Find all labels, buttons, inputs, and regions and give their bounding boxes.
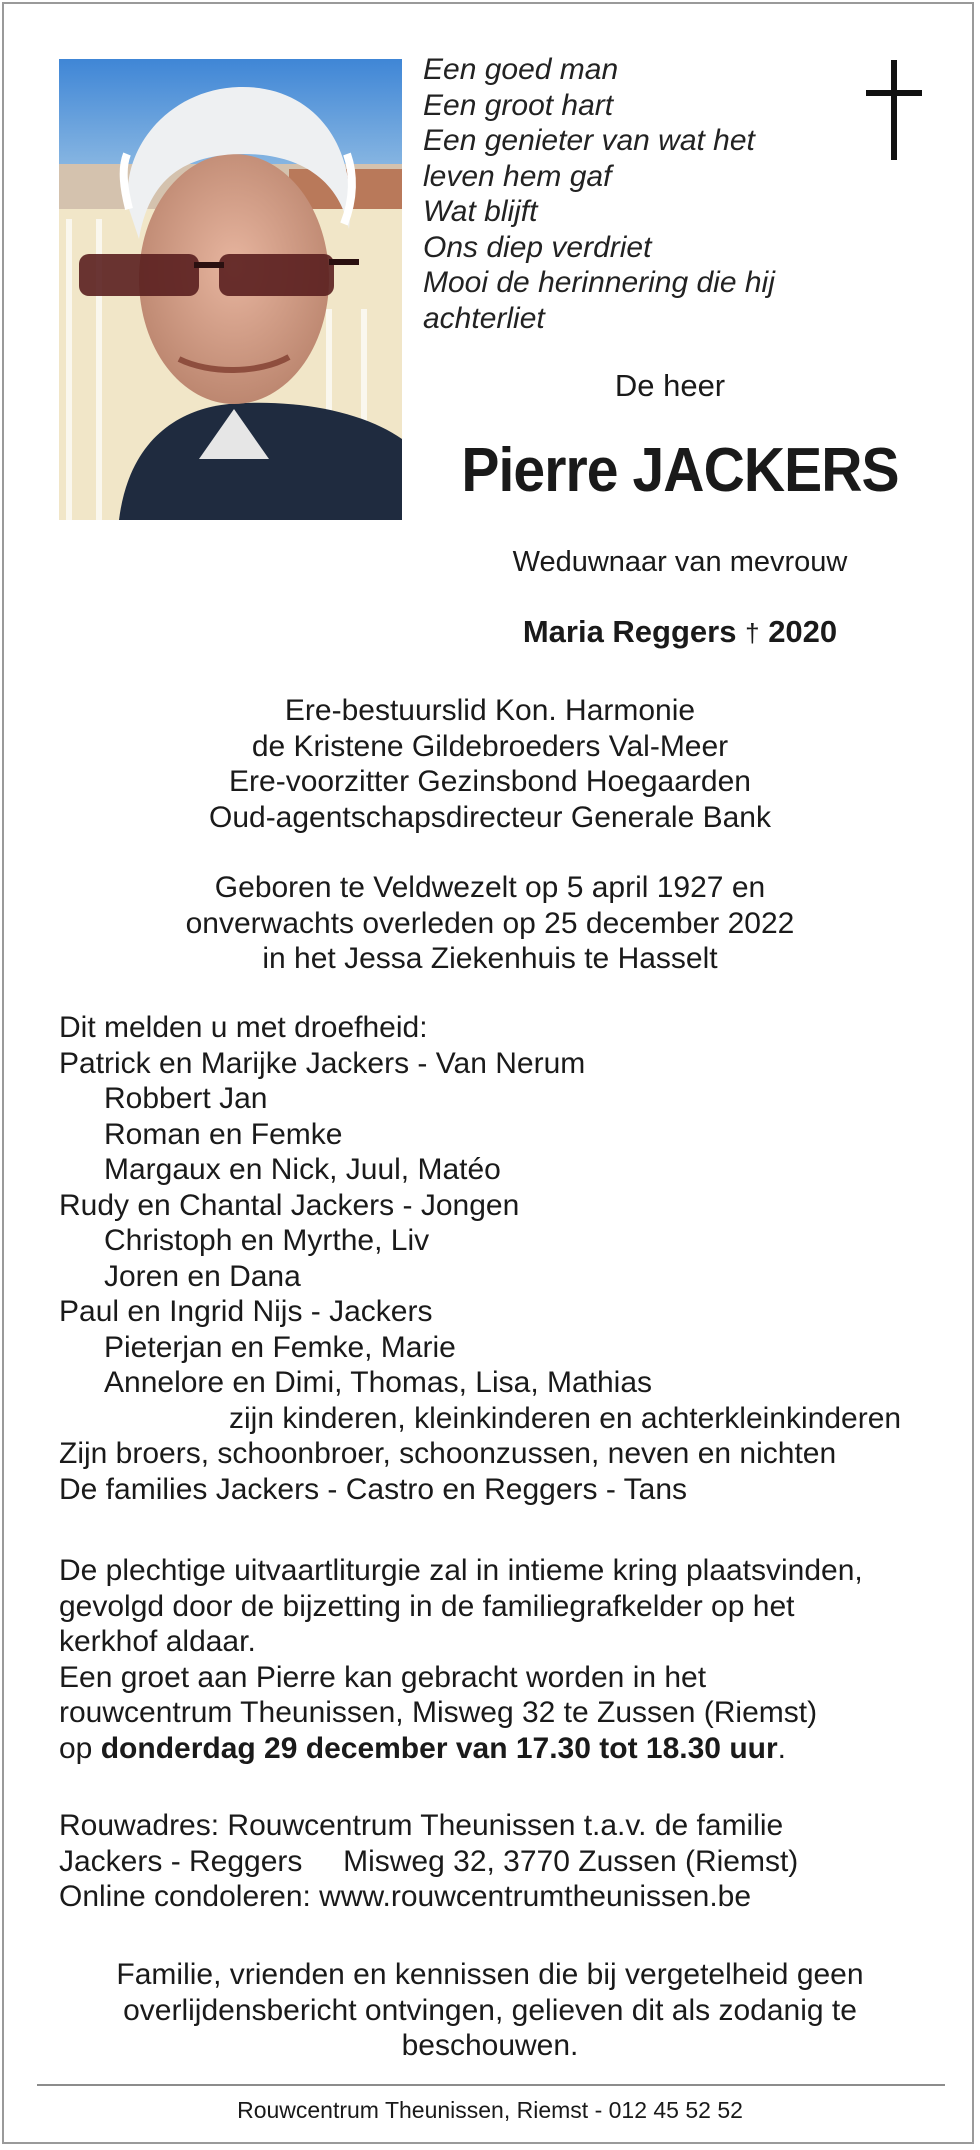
address-street: Misweg 32, 3770 Zussen (Riemst) (343, 1844, 799, 1878)
funeral-details (59, 1553, 863, 1766)
titles (0, 693, 980, 835)
funeral-line: kerkhof aldaar. (59, 1625, 256, 1658)
family-line: Margaux en Nick, Juul, Matéo (104, 1153, 501, 1186)
poem (423, 52, 775, 336)
family-line: De families Jackers - Castro en Reggers - Tans (59, 1472, 688, 1506)
poem-line: Een genieter van wat het (423, 124, 755, 157)
family-line: Roman en Femke (104, 1117, 343, 1151)
birth-death-line: in het Jessa Ziekenhuis te Hasselt (262, 942, 718, 975)
address-block (59, 1808, 798, 1915)
closing-line: beschouwen. (401, 2029, 579, 2062)
portrait-photo (59, 59, 402, 520)
family-line: Robbert Jan (104, 1082, 268, 1115)
widower-line: Weduwnaar van mevrouw (512, 546, 848, 578)
visitation-prefix: op (59, 1731, 93, 1765)
funeral-line: gevolgd door de bijzetting in de familiegrafkelder op het (59, 1589, 795, 1623)
family-line: Pieterjan en Femke, Marie (104, 1330, 456, 1364)
footer-text: Rouwcentrum Theunissen, Riemst - 012 45 52 52 (237, 2097, 743, 2123)
visitation-time: donderdag 29 december van 17.30 tot 18.30 uur (100, 1731, 778, 1765)
family-intro: Dit melden u met droefheid: (59, 1011, 428, 1044)
latin-cross-icon (866, 60, 922, 160)
title-line: de Kristene Gildebroeders Val-Meer (251, 729, 729, 763)
family-line: Patrick en Marijke Jackers - Van Nerum (59, 1046, 586, 1080)
closing-line: overlijdensbericht ontvingen, gelieven dit als zodanig te (123, 1993, 857, 2027)
poem-line: Mooi de herinnering die hij (423, 266, 775, 299)
address-line-1: Rouwadres: Rouwcentrum Theunissen t.a.v. de familie (59, 1809, 784, 1842)
poem-line: Een goed man (423, 53, 619, 86)
family-line: Paul en Ingrid Nijs - Jackers (59, 1295, 433, 1328)
deceased-name: Pierre JACKERS (461, 436, 899, 505)
condolence-line: Online condoleren: www.rouwcentrumtheunissen.be (59, 1880, 752, 1913)
poem-line: leven hem gaf (423, 159, 612, 193)
spouse-name: Maria Reggers (522, 614, 737, 649)
family-line: Rudy en Chantal Jackers - Jongen (59, 1188, 520, 1222)
family-line: Joren en Dana (104, 1259, 301, 1293)
title-line: Oud-agentschapsdirecteur Generale Bank (208, 800, 771, 834)
poem-line: Een groot hart (423, 88, 614, 122)
family-line: Zijn broers, schoonbroer, schoonzussen, neven en nichten (59, 1437, 837, 1470)
poem-line: Ons diep verdriet (423, 230, 652, 264)
spouse-cross: † (745, 618, 760, 648)
closing-note (0, 1957, 980, 2064)
visitation-suffix: . (777, 1731, 786, 1765)
birth-death-line: onverwachts overleden op 25 december 2022 (185, 906, 795, 940)
address-family: Jackers - Reggers (59, 1844, 303, 1878)
address-line-2 (59, 1844, 798, 1880)
funeral-line: De plechtige uitvaartliturgie zal in intieme kring plaatsvinden, (59, 1554, 863, 1587)
footer-divider (37, 2084, 945, 2086)
funeral-line: Een groet aan Pierre kan gebracht worden in het (59, 1660, 707, 1694)
family-line: zijn kinderen, kleinkinderen en achterkleinkinderen (229, 1401, 902, 1435)
closing-line: Familie, vrienden en kennissen die bij vergetelheid geen (116, 1958, 864, 1991)
poem-line: Wat blijft (423, 195, 538, 228)
spouse-line (430, 614, 930, 651)
birth-death-line: Geboren te Veldwezelt op 5 april 1927 en (214, 871, 766, 904)
portrait-illustration (59, 59, 402, 520)
honorific: De heer (614, 368, 726, 403)
title-line: Ere-voorzitter Gezinsbond Hoegaarden (229, 765, 751, 798)
spouse-year: 2020 (768, 614, 838, 649)
title-line: Ere-bestuurslid Kon. Harmonie (284, 694, 696, 727)
poem-line: achterliet (423, 301, 545, 335)
birth-death (0, 870, 980, 977)
funeral-line: rouwcentrum Theunissen, Misweg 32 te Zussen (Riemst) (59, 1696, 818, 1729)
family-list (59, 1010, 901, 1507)
visitation-line (59, 1731, 863, 1767)
family-line: Christoph en Myrthe, Liv (104, 1224, 430, 1257)
family-line: Annelore en Dimi, Thomas, Lisa, Mathias (104, 1366, 653, 1399)
